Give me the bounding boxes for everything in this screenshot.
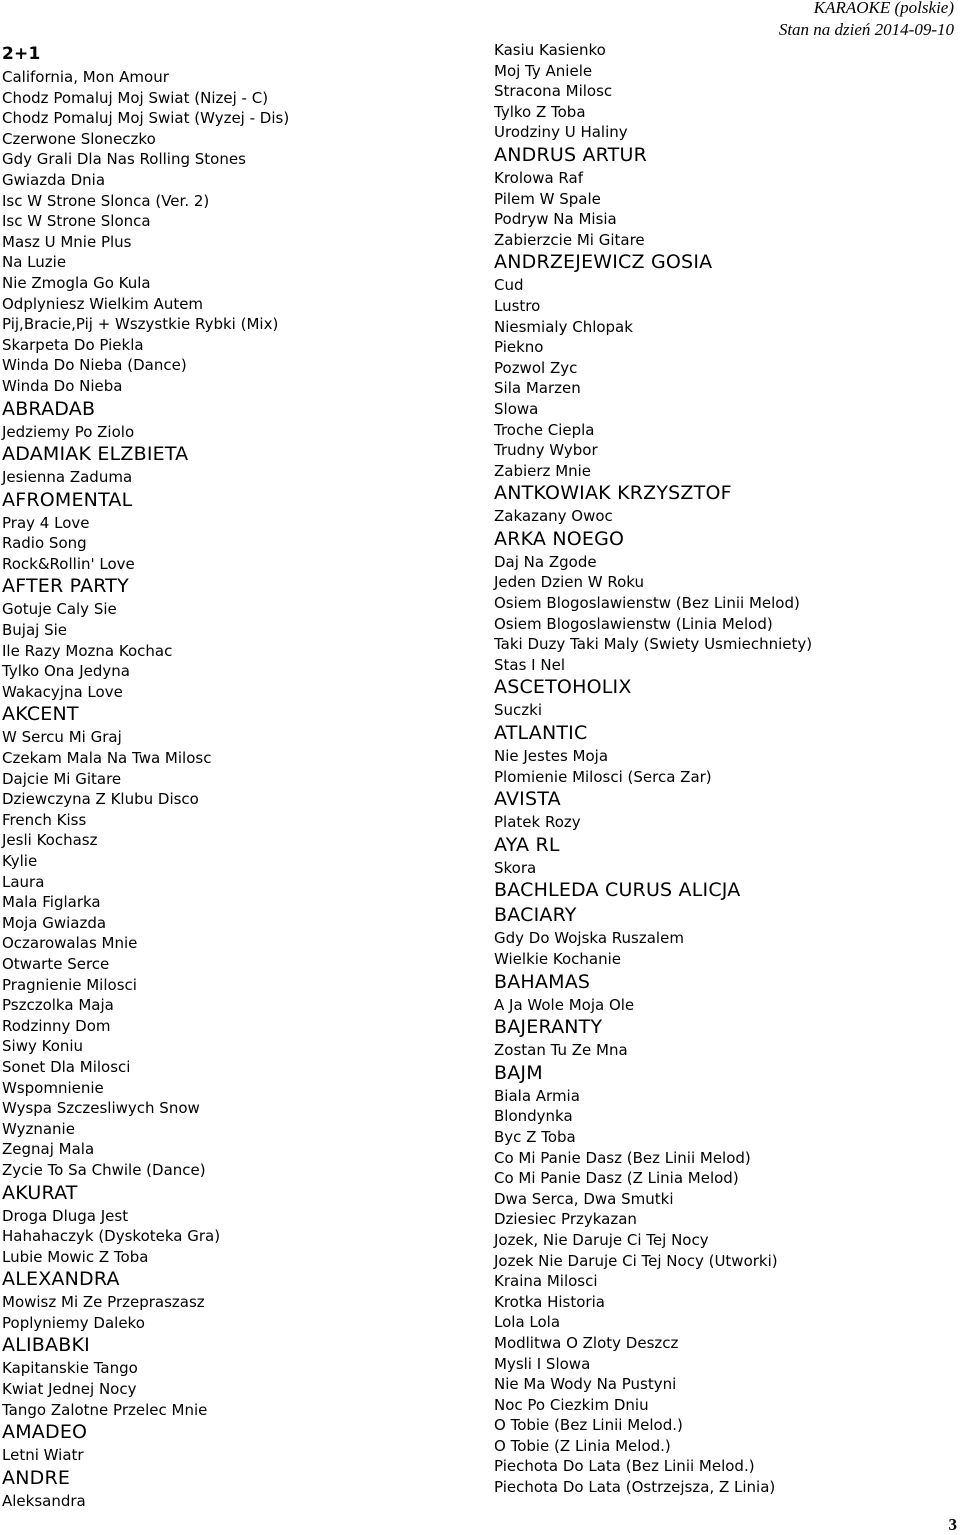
song-title: Czekam Mala Na Twa Milosc: [2, 749, 212, 768]
song-title: Dwa Serca, Dwa Smutki: [494, 1189, 674, 1208]
song-title: Pozwol Zyc: [494, 358, 578, 377]
song-title: Wspomnienie: [2, 1078, 104, 1097]
artist-heading: ADAMIAK ELZBIETA: [2, 443, 189, 466]
song-title: Jeden Dzien W Roku: [494, 573, 645, 592]
song-title: Pilem W Spale: [494, 189, 601, 208]
artist-heading: AVISTA: [494, 788, 561, 811]
artist-heading: ALEXANDRA: [2, 1268, 120, 1291]
song-title: Jozek Nie Daruje Ci Tej Nocy (Utworki): [494, 1251, 778, 1270]
song-title: Zycie To Sa Chwile (Dance): [2, 1160, 206, 1179]
song-title: Plomienie Milosci (Serca Zar): [494, 767, 712, 786]
song-title: Otwarte Serce: [2, 954, 110, 973]
song-title: Blondynka: [494, 1107, 573, 1126]
artist-heading: AFTER PARTY: [2, 575, 129, 598]
artist-heading: ANDRUS ARTUR: [494, 143, 647, 166]
song-title: Biala Armia: [494, 1086, 580, 1105]
song-title: Piechota Do Lata (Bez Linii Melod.): [494, 1457, 755, 1476]
song-title: Mysli I Slowa: [494, 1354, 591, 1373]
song-title: Modlitwa O Zloty Deszcz: [494, 1333, 679, 1352]
song-title: Nie Ma Wody Na Pustyni: [494, 1375, 677, 1394]
song-title: Platek Rozy: [494, 813, 581, 832]
song-title: Winda Do Nieba (Dance): [2, 356, 187, 375]
song-title: Nie Zmogla Go Kula: [2, 273, 151, 292]
song-title: Czerwone Sloneczko: [2, 129, 156, 148]
song-title: Rock&Rollin' Love: [2, 554, 135, 573]
song-title: Krotka Historia: [494, 1292, 605, 1311]
song-title: A Ja Wole Moja Ole: [494, 995, 635, 1014]
song-title: Kwiat Jednej Nocy: [2, 1380, 137, 1399]
song-title: Wielkie Kochanie: [494, 950, 622, 968]
song-title: Co Mi Panie Dasz (Bez Linii Melod): [494, 1148, 751, 1167]
song-title: Pragnienie Milosci: [2, 975, 137, 994]
song-title: Jedziemy Po Ziolo: [2, 422, 135, 441]
artist-heading: ANTKOWIAK KRZYSZTOF: [494, 482, 732, 505]
song-title: Moj Ty Aniele: [494, 61, 593, 80]
song-title: Droga Dluga Jest: [2, 1206, 129, 1225]
song-title: Wakacyjna Love: [2, 682, 123, 701]
song-title: Wyznanie: [2, 1119, 75, 1138]
catalog-title: KARAOKE (polskie): [813, 0, 954, 17]
song-title: Gdy Grali Dla Nas Rolling Stones: [2, 150, 246, 169]
song-title: California, Mon Amour: [2, 68, 169, 86]
song-title: Stas I Nel: [494, 655, 565, 674]
song-title: Chodz Pomaluj Moj Swiat (Nizej - C): [2, 88, 269, 107]
artist-heading: ANDRE: [2, 1466, 71, 1489]
song-title: Noc Po Ciezkim Dniu: [494, 1395, 649, 1414]
song-title: Gwiazda Dnia: [2, 170, 106, 189]
artist-heading: ABRADAB: [2, 397, 96, 420]
song-title: Urodziny U Haliny: [494, 123, 628, 142]
left-column: [2, 42, 472, 1511]
song-title: Mowisz Mi Ze Przepraszasz: [2, 1293, 205, 1312]
artist-heading: AMADEO: [2, 1421, 88, 1444]
song-title: O Tobie (Bez Linii Melod.): [494, 1416, 683, 1435]
song-title: Suczki: [494, 701, 543, 720]
song-title: Jesienna Zaduma: [2, 468, 133, 487]
song-title: Ile Razy Mozna Kochac: [2, 641, 173, 660]
artist-heading: BAHAMAS: [494, 970, 591, 993]
song-title: Laura: [2, 872, 45, 891]
song-title: Zegnaj Mala: [2, 1140, 95, 1159]
song-title: Nie Jestes Moja: [494, 747, 609, 766]
song-title: Cud: [494, 276, 524, 295]
song-title: Lustro: [494, 296, 541, 315]
song-title: Krolowa Raf: [494, 168, 583, 187]
song-title: Poplyniemy Daleko: [2, 1313, 145, 1332]
song-title: Zabierzcie Mi Gitare: [494, 230, 645, 249]
song-title: Osiem Blogoslawienstw (Linia Melod): [494, 614, 773, 633]
artist-heading: AYA RL: [494, 833, 560, 856]
song-title: Siwy Koniu: [2, 1037, 84, 1056]
song-title: Dziesiec Przykazan: [494, 1210, 637, 1229]
song-title: O Tobie (Z Linia Melod.): [494, 1436, 671, 1455]
page-header: [779, 0, 954, 41]
song-title: Kylie: [2, 852, 38, 870]
song-title: Chodz Pomaluj Moj Swiat (Wyzej - Dis): [2, 109, 290, 128]
artist-heading: AKURAT: [2, 1181, 78, 1204]
song-title: Skarpeta Do Piekla: [2, 335, 144, 354]
song-title: Kasiu Kasienko: [494, 41, 606, 59]
song-title: Lola Lola: [494, 1313, 561, 1332]
artist-heading: ASCETOHOLIX: [494, 676, 632, 699]
song-title: Daj Na Zgode: [494, 552, 597, 571]
song-title: Trudny Wybor: [494, 441, 598, 460]
song-title: Dajcie Mi Gitare: [2, 769, 122, 788]
artist-heading: AFROMENTAL: [2, 488, 133, 511]
song-title: Piechota Do Lata (Ostrzejsza, Z Linia): [494, 1478, 776, 1497]
song-title: Kapitanskie Tango: [2, 1359, 138, 1378]
song-title: Letni Wiatr: [2, 1446, 84, 1465]
song-title: W Sercu Mi Graj: [2, 728, 122, 747]
artist-heading: AKCENT: [2, 703, 79, 726]
song-title: Piekno: [494, 338, 544, 357]
artist-heading: BACHLEDA CURUS ALICJA: [494, 879, 741, 902]
song-title: French Kiss: [2, 810, 87, 829]
catalog-date: Stan na dzień 2014-09-10: [778, 20, 954, 39]
song-title: Dziewczyna Z Klubu Disco: [2, 790, 199, 809]
song-title: Pij,Bracie,Pij + Wszystkie Rybki (Mix): [2, 315, 279, 334]
song-title: Sonet Dla Milosci: [2, 1057, 131, 1076]
song-title: Slowa: [494, 399, 539, 418]
artist-heading: ATLANTIC: [494, 722, 588, 745]
song-title: Mala Figlarka: [2, 893, 101, 912]
song-title: Jesli Kochasz: [2, 831, 98, 850]
song-title: Radio Song: [2, 534, 87, 553]
song-title: Zakazany Owoc: [494, 507, 613, 526]
artist-heading: BACIARY: [494, 904, 577, 927]
song-title: Byc Z Toba: [494, 1127, 576, 1146]
artist-heading: ANDRZEJEWICZ GOSIA: [494, 251, 713, 274]
artist-heading: ARKA NOEGO: [494, 527, 625, 550]
right-column: [494, 40, 954, 1498]
song-title: Taki Duzy Taki Maly (Swiety Usmiechniety): [494, 635, 813, 654]
song-title: Pszczolka Maja: [2, 996, 114, 1015]
song-title: Winda Do Nieba: [2, 376, 123, 395]
song-title: Jozek, Nie Daruje Ci Tej Nocy: [494, 1230, 709, 1249]
song-title: Rodzinny Dom: [2, 1016, 111, 1035]
song-title: Stracona Milosc: [494, 82, 613, 101]
artist-heading: BAJM: [494, 1061, 543, 1084]
song-title: Co Mi Panie Dasz (Z Linia Melod): [494, 1169, 739, 1188]
song-title: Pray 4 Love: [2, 513, 90, 532]
song-title: Na Luzie: [2, 253, 67, 272]
song-title: Troche Ciepla: [494, 420, 595, 439]
song-title: Skora: [494, 858, 537, 877]
song-title: Lubie Mowic Z Toba: [2, 1247, 149, 1266]
song-title: Podryw Na Misia: [494, 210, 617, 229]
song-title: Bujaj Sie: [2, 621, 68, 640]
song-title: Kraina Milosci: [494, 1272, 598, 1291]
song-title: Isc W Strone Slonca: [2, 212, 151, 231]
song-title: Moja Gwiazda: [2, 913, 107, 932]
song-title: Zostan Tu Ze Mna: [494, 1041, 628, 1060]
song-title: Tylko Ona Jedyna: [2, 662, 130, 681]
artist-heading: 2+1: [2, 44, 41, 64]
song-title: Aleksandra: [2, 1491, 86, 1510]
page-number: 3: [948, 1515, 957, 1534]
song-title: Gdy Do Wojska Ruszalem: [494, 929, 684, 948]
song-title: Osiem Blogoslawienstw (Bez Linii Melod): [494, 594, 800, 613]
song-title: Masz U Mnie Plus: [2, 232, 132, 251]
song-title: Oczarowalas Mnie: [2, 934, 138, 953]
artist-heading: ALIBABKI: [2, 1334, 90, 1357]
song-title: Tango Zalotne Przelec Mnie: [2, 1400, 208, 1419]
song-title: Zabierz Mnie: [494, 461, 592, 480]
song-title: Gotuje Caly Sie: [2, 600, 117, 619]
song-title: Niesmialy Chlopak: [494, 317, 633, 336]
song-title: Wyspa Szczesliwych Snow: [2, 1099, 200, 1118]
artist-heading: BAJERANTY: [494, 1016, 603, 1039]
song-title: Hahahaczyk (Dyskoteka Gra): [2, 1227, 221, 1246]
song-title: Odplyniesz Wielkim Autem: [2, 294, 204, 313]
song-title: Tylko Z Toba: [494, 102, 586, 121]
song-title: Isc W Strone Slonca (Ver. 2): [2, 191, 210, 210]
song-title: Sila Marzen: [494, 379, 581, 398]
